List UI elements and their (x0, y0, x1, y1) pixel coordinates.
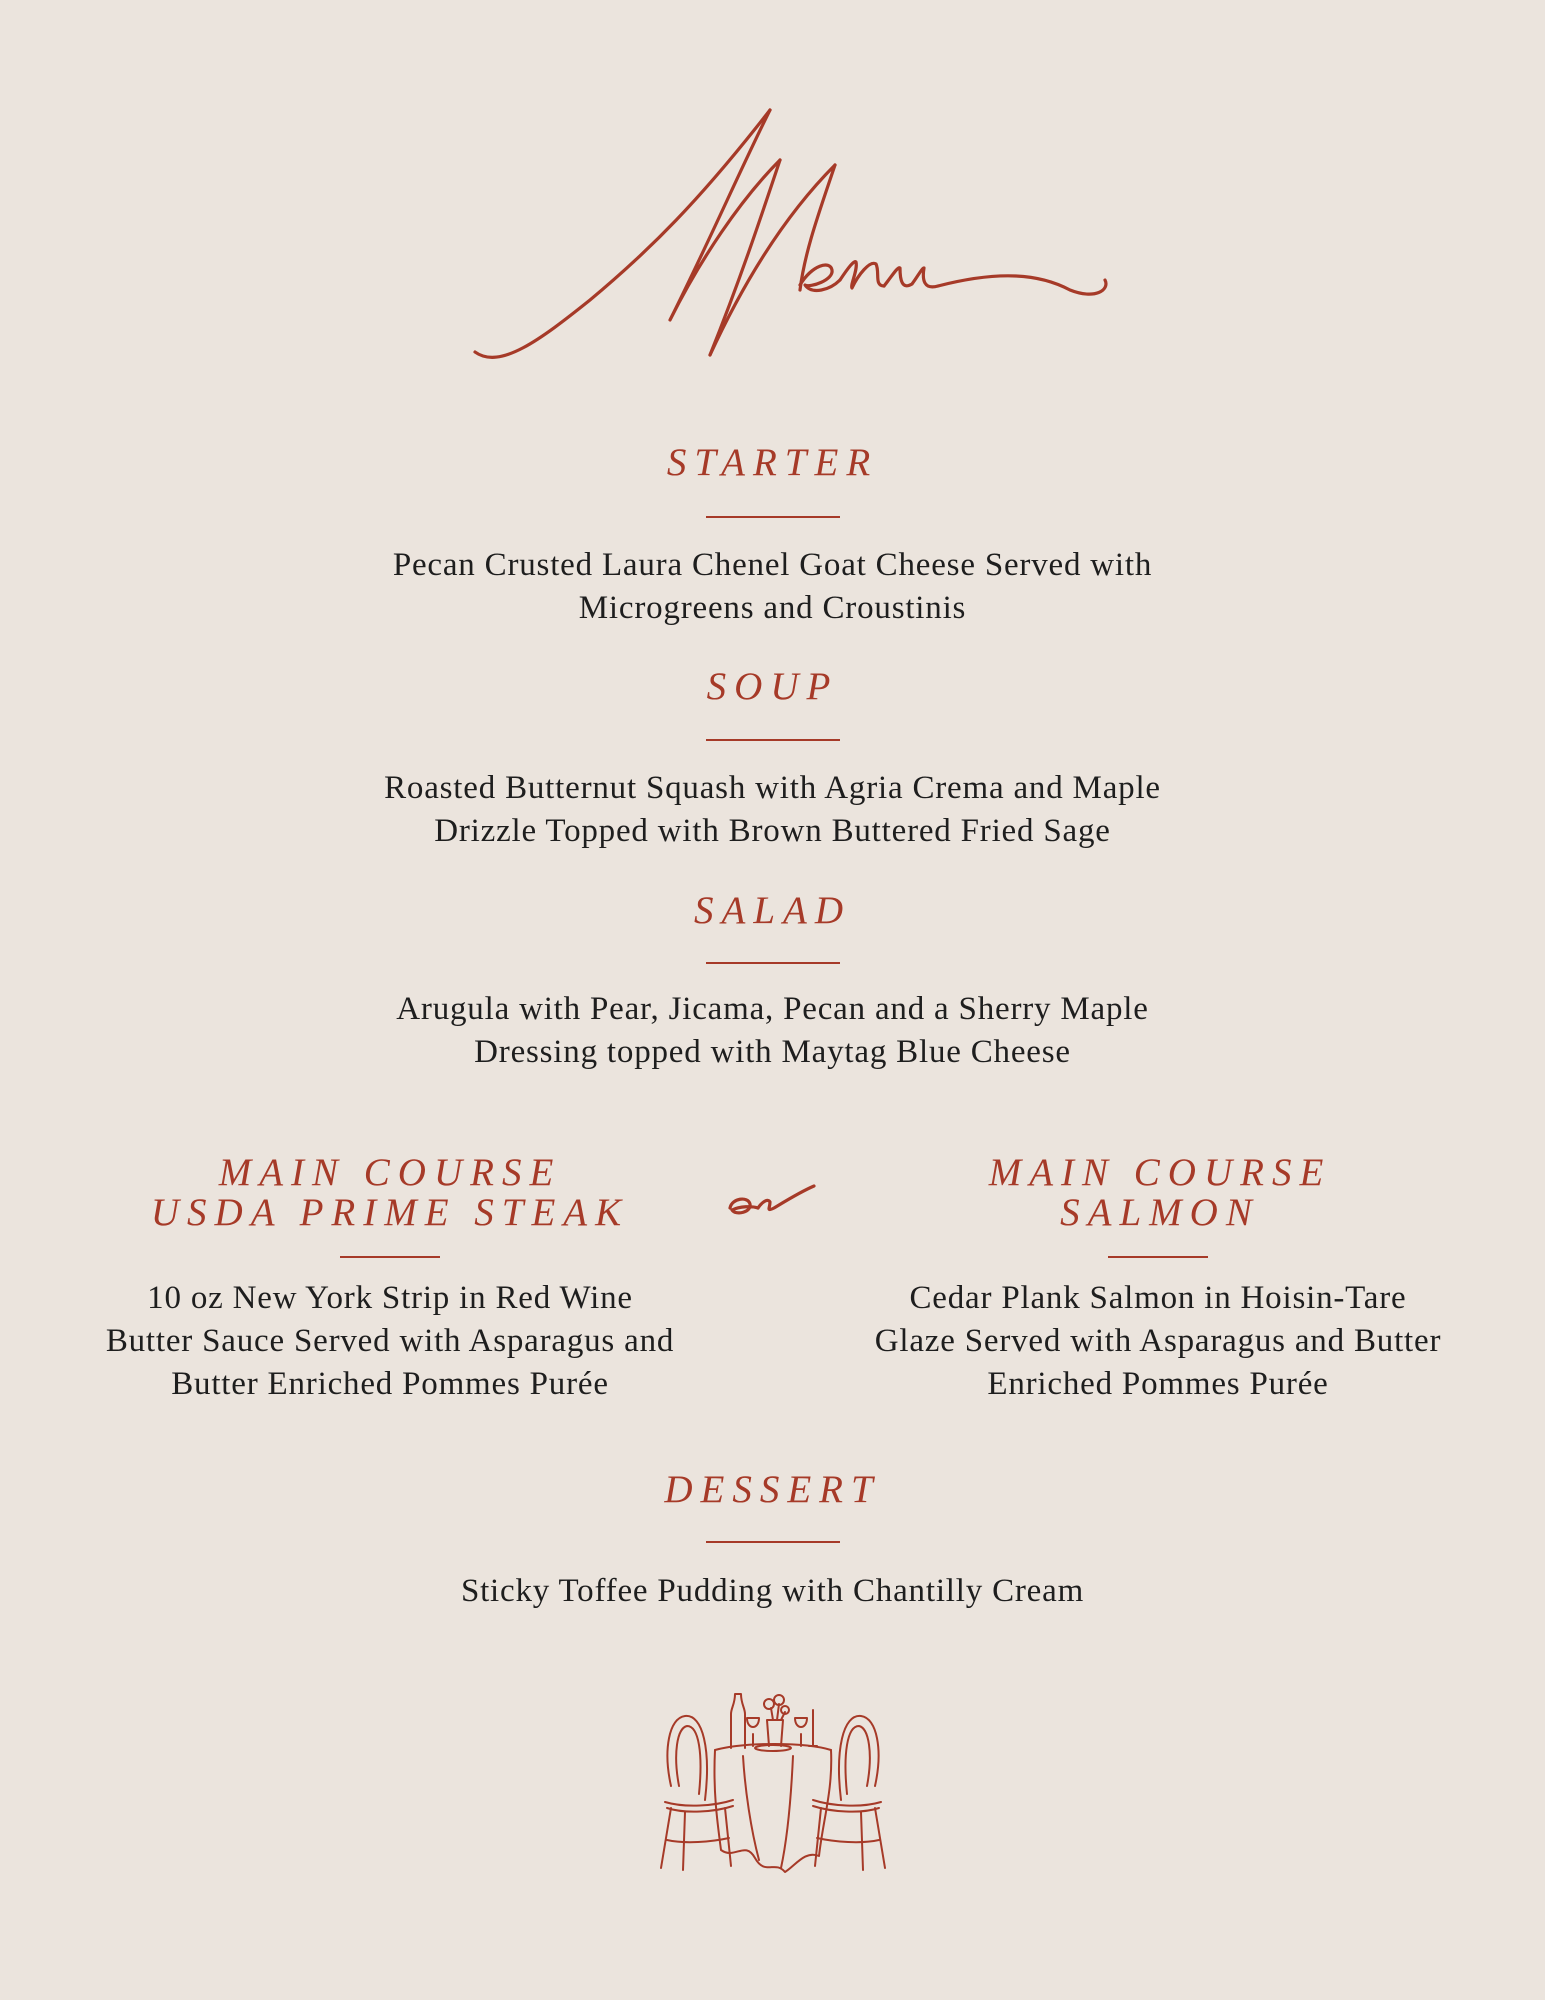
main-steak-line-1: 10 oz New York Strip in Red Wine (147, 1280, 633, 1316)
section-description-main-steak (40, 1277, 740, 1406)
section-rule-main-steak (340, 1256, 440, 1258)
section-description-soup (0, 767, 1545, 853)
section-rule-main-salmon (1108, 1256, 1208, 1258)
main-salmon-line-3: Enriched Pommes Purée (987, 1366, 1329, 1402)
soup-line-1: Roasted Butternut Squash with Agria Crema and Maple (384, 770, 1161, 806)
or-script-graphic (722, 1178, 822, 1228)
main-steak-line-2: Butter Sauce Served with Asparagus and (105, 1323, 675, 1359)
section-heading-main-steak (50, 1153, 730, 1233)
main-salmon-line-1: Cedar Plank Salmon in Hoisin-Tare (909, 1280, 1407, 1316)
dessert-line-1: Sticky Toffee Pudding with Chantilly Cream (460, 1573, 1085, 1609)
section-description-salad (0, 988, 1545, 1074)
soup-line-2: Drizzle Topped with Brown Buttered Fried Sage (434, 813, 1111, 849)
salad-line-2: Dressing topped with Maytag Blue Cheese (474, 1034, 1071, 1070)
section-heading-main-salmon (820, 1153, 1500, 1233)
salad-line-1: Arugula with Pear, Jicama, Pecan and a Sherry Maple (396, 991, 1149, 1027)
main-steak-line-3: Butter Enriched Pommes Purée (171, 1366, 609, 1402)
section-heading-soup: SOUP (706, 665, 839, 708)
main-steak-heading-line-2: USDA PRIME STEAK (150, 1191, 630, 1234)
or-separator (722, 1178, 822, 1228)
menu-title-script-graphic (440, 90, 1120, 380)
main-salmon-line-2: Glaze Served with Asparagus and Butter (874, 1323, 1442, 1359)
starter-line-1: Pecan Crusted Laura Chenel Goat Cheese Served with (392, 547, 1153, 583)
bistro-table-with-chairs-icon (655, 1690, 891, 1880)
section-heading-salad: SALAD (694, 889, 851, 932)
section-rule-soup (706, 739, 840, 741)
section-description-starter (0, 544, 1545, 630)
section-heading-dessert: DESSERT (664, 1468, 881, 1511)
menu-title (440, 90, 1120, 380)
section-rule-salad (706, 962, 840, 964)
illustration-graphic (655, 1690, 891, 1880)
section-rule-dessert (706, 1541, 840, 1543)
section-heading-starter: STARTER (666, 441, 879, 484)
section-description-dessert (0, 1570, 1545, 1613)
starter-line-2: Microgreens and Croustinis (578, 590, 967, 626)
section-description-main-salmon (808, 1277, 1508, 1406)
section-rule-starter (706, 516, 840, 518)
main-salmon-heading-line-1: MAIN COURSE (988, 1151, 1332, 1194)
main-steak-heading-line-1: MAIN COURSE (218, 1151, 562, 1194)
main-salmon-heading-line-2: SALMON (1060, 1191, 1260, 1234)
